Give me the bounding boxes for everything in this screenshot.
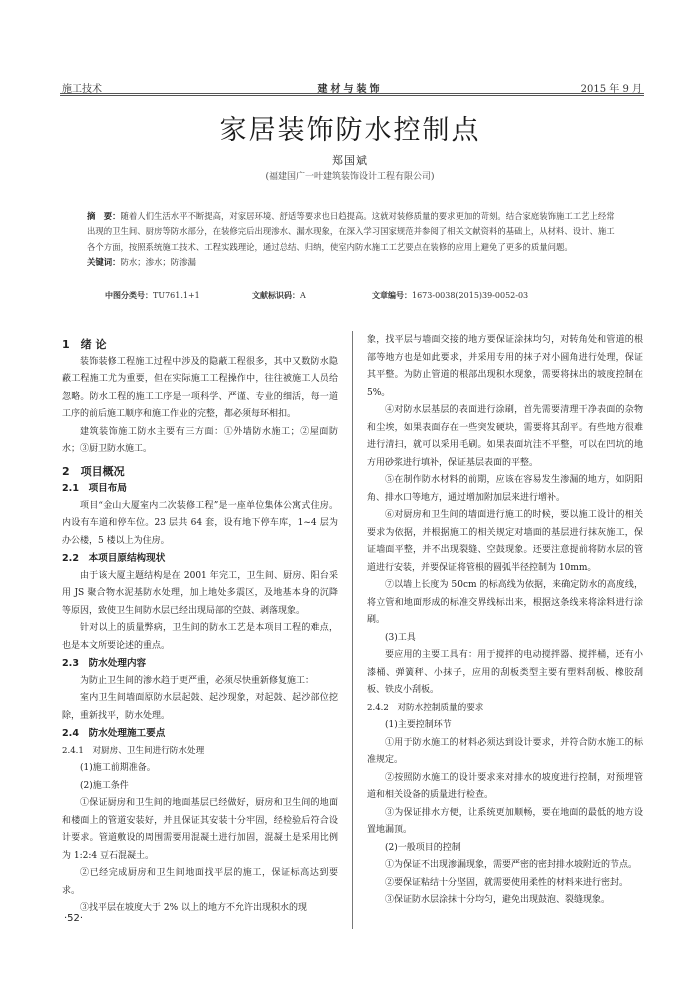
article-author: 郑国斌: [332, 154, 368, 167]
paragraph: ⑤在制作防水材料的前期，应该在容易发生渗漏的地方，如阴阳角、排水口等地方，通过增加附加层来进行增补。: [367, 475, 643, 503]
page-number: ·52·: [64, 913, 84, 924]
paragraph: (2)一般项目的控制: [385, 842, 461, 853]
section-heading: 2 项目概况: [62, 464, 125, 478]
paragraph: (1)主要控制环节: [385, 720, 452, 730]
left-column: [62, 332, 338, 918]
paragraph: 针对以上的质量弊病，卫生间的防水工艺是本项目工程的难点，也是本文所要论述的重点。: [62, 623, 338, 651]
subsection-heading: 2.2 本项目原结构现状: [62, 553, 166, 564]
paragraph: (2)施工条件: [80, 780, 129, 791]
header-date: 2015 年 9 月: [580, 84, 642, 95]
header-rule-double: [60, 95, 644, 96]
document-code: 文献标识码：A: [252, 291, 306, 300]
abstract-text: 随着人们生活水平不断提高，对家居环境、舒适等要求也日趋提高。这就对装修质量的要求更加的苛刻。结合家庭装饰施工工艺上经常出现的卫生间、厨房等防水部分，在装修完后出现渗水、漏水现象，在深入学习国家规范并参阅了相关文献资料的基础上，从材料、设计、施工各个方面，按照系统施工技术、工程实践理论，通过总结、归纳，使室内防水施工工艺要点在装修的应用上避免了更多的质量问题。: [87, 211, 615, 252]
paragraph: ④对防水层基层的表面进行涂刷，首先需要清理干净表面的杂物和尘埃，如果表面存在一些突发硬块，需要将其刮平。有些地方很难进行清扫，就可以采用毛刷。如果表面坑洼不平整，可以在凹坑的地方用砂浆进行填补，保证基层表面的平整。: [367, 405, 643, 468]
abstract-block: [87, 209, 615, 271]
paragraph: 要应用的主要工具有：用于搅拌的电动搅拌器、搅拌桶，还有小漆桶、弹簧秤、小抹子，应用的刮板类型主要有塑料刮板、橡胶刮板、铁皮小刮板。: [367, 650, 643, 695]
paragraph: ②按照防水施工的设计要求来对排水的坡度进行控制，对预埋管道和相关设备的质量进行检查。: [367, 772, 643, 800]
subsection-heading: 2.3 防水处理内容: [62, 658, 147, 669]
paragraph: 建筑装饰施工防水主要有三方面：①外墙防水施工；②屋面防水；③厨卫防水施工。: [62, 426, 338, 454]
header-journal-name: 建材与装饰: [317, 84, 383, 95]
paragraph: 由于该大厦主题结构是在 2001 年完工，卫生间、厨房、阳台采用 JS 聚合物水泥基防水处理，加上地处多震区，及地基本身的沉降等原因，致使卫生间防水层已经出现局部的空鼓、剥落现象。: [62, 570, 338, 616]
paragraph: 象，找平层与墙面交接的地方要保证涂抹均匀，对转角处和管道的根部等地方也是如此要求，并采用专用的抹子对小圆角进行处理，保证其平整。为防止管道的根部出现积水现象，需要将抹出的坡度控制在 5%。: [367, 335, 643, 398]
paragraph: 装饰装修工程施工过程中涉及的隐蔽工程很多，其中又数防水隐蔽工程施工尤为重要，但在实际施工工程操作中，往往被施工人员给忽略。防水工程的施工工序是一项科学、严谨、专业的细活，每一道工序的前后施工顺序和施工作业的完整，都必须每环相扣。: [62, 356, 338, 419]
paragraph: ⑥对厨房和卫生间的墙面进行施工的时候，要以施工设计的相关要求为依据，并根据施工的相关规定对墙面的基层进行抹灰施工，保证墙面平整，并不出现裂缝、空鼓现象。还要注意提前将防水层的管道进行安装，并要保证将管根的圆弧半径控制为 10mm。: [367, 510, 643, 573]
paragraph: 室内卫生间墙面原防水层起鼓、起沙现象，对起鼓、起沙部位挖除，重新找平，防水处理。: [62, 693, 338, 721]
paragraph: ③为保证排水方便，让系统更加顺畅，要在地面的最低的地方设置地漏顶。: [367, 807, 643, 835]
paragraph: ②要保证粘结十分坚固，就需要使用柔性的材料来进行密封。: [385, 877, 629, 888]
article-title: 家居装饰防水控制点: [219, 115, 481, 146]
header-journal-section: 施工技术: [62, 84, 102, 95]
article-affiliation: (福建国广一叶建筑装饰设计工程有限公司): [265, 172, 435, 182]
paragraph: ①保证厨房和卫生间的地面基层已经做好，厨房和卫生间的地面和楼面上的管道安装好，并且保证其安装十分牢固，经检验后符合设计要求。管道敷设的周围需要用混凝土进行加固，混凝土是采用比例为 1:2:4 豆石混凝土。: [62, 798, 338, 861]
paragraph: 项目“金山大厦室内二次装修工程”是一座单位集体公寓式住房。内设有车道和停车位。23 层共 64 套，设有地下停车库，1~4 层为办公楼，5 楼以上为住房。: [62, 500, 338, 546]
clc-number: 中图分类号：TU761.1+1: [105, 291, 200, 300]
paragraph: (1)施工前期准备。: [80, 763, 156, 773]
keywords-line: 关键词：防水；渗水；防渗漏: [87, 257, 196, 268]
paragraph: 为防止卫生间的渗水趋于更严重，必须尽快重新修复施工：: [80, 675, 315, 686]
keywords-text: 防水；渗水；防渗漏: [120, 257, 196, 268]
paragraph: ③找平层在坡度大于 2% 以上的地方不允许出现积水的现: [80, 903, 308, 913]
section-heading: 1 绪 论: [62, 338, 107, 351]
paragraph: ①用于防水施工的材料必须达到设计要求，并符合防水施工的标准规定。: [367, 737, 643, 765]
subsubsection-heading: 2.4.2 对防水控制质量的要求: [367, 702, 484, 713]
paragraph: ⑦以墙上长度为 50cm 的标高线为依据，来确定防水的高度线，将立管和地面形成的标准交界线标出来，根据这条线来将涂料进行涂刷。: [367, 580, 643, 625]
subsection-heading: 2.1 项目布局: [62, 483, 127, 494]
column-divider: [352, 331, 353, 929]
right-column: [367, 332, 643, 910]
header-rule: [60, 93, 644, 94]
abstract-paragraph: 摘 要：随着人们生活水平不断提高，对家居环境、舒适等要求也日趋提高。这就对装修质量的要求更加的苛刻。结合家庭装饰施工工艺上经常出现的卫生间、厨房等防水部分，在装修完后出现渗水、漏水现象，在深入学习国家规范并参阅了相关文献资料的基础上，从材料、设计、施工各个方面，按照系统施工技术、工程实践理论，通过总结、归纳，使室内防水施工工艺要点在装修的应用上避免了更多的质量问题。: [87, 211, 615, 252]
paragraph: ①为保证不出现渗漏现象，需要严密的密封排水坡附近的节点。: [385, 860, 638, 870]
subsubsection-heading: 2.4.1 对厨房、卫生间进行防水处理: [62, 745, 205, 756]
article-number: 文章编号：1673-0038(2015)39-0052-03: [372, 291, 529, 300]
subsection-heading: 2.4 防水处理施工要点: [62, 728, 166, 739]
paragraph: (3)工具: [385, 632, 416, 643]
paragraph: ②已经完成厨房和卫生间地面找平层的施工，保证标高达到要求。: [62, 868, 338, 896]
paragraph: ③保证防水层涂抹十分均匀，避免出现鼓泡、裂缝现象。: [385, 895, 611, 905]
